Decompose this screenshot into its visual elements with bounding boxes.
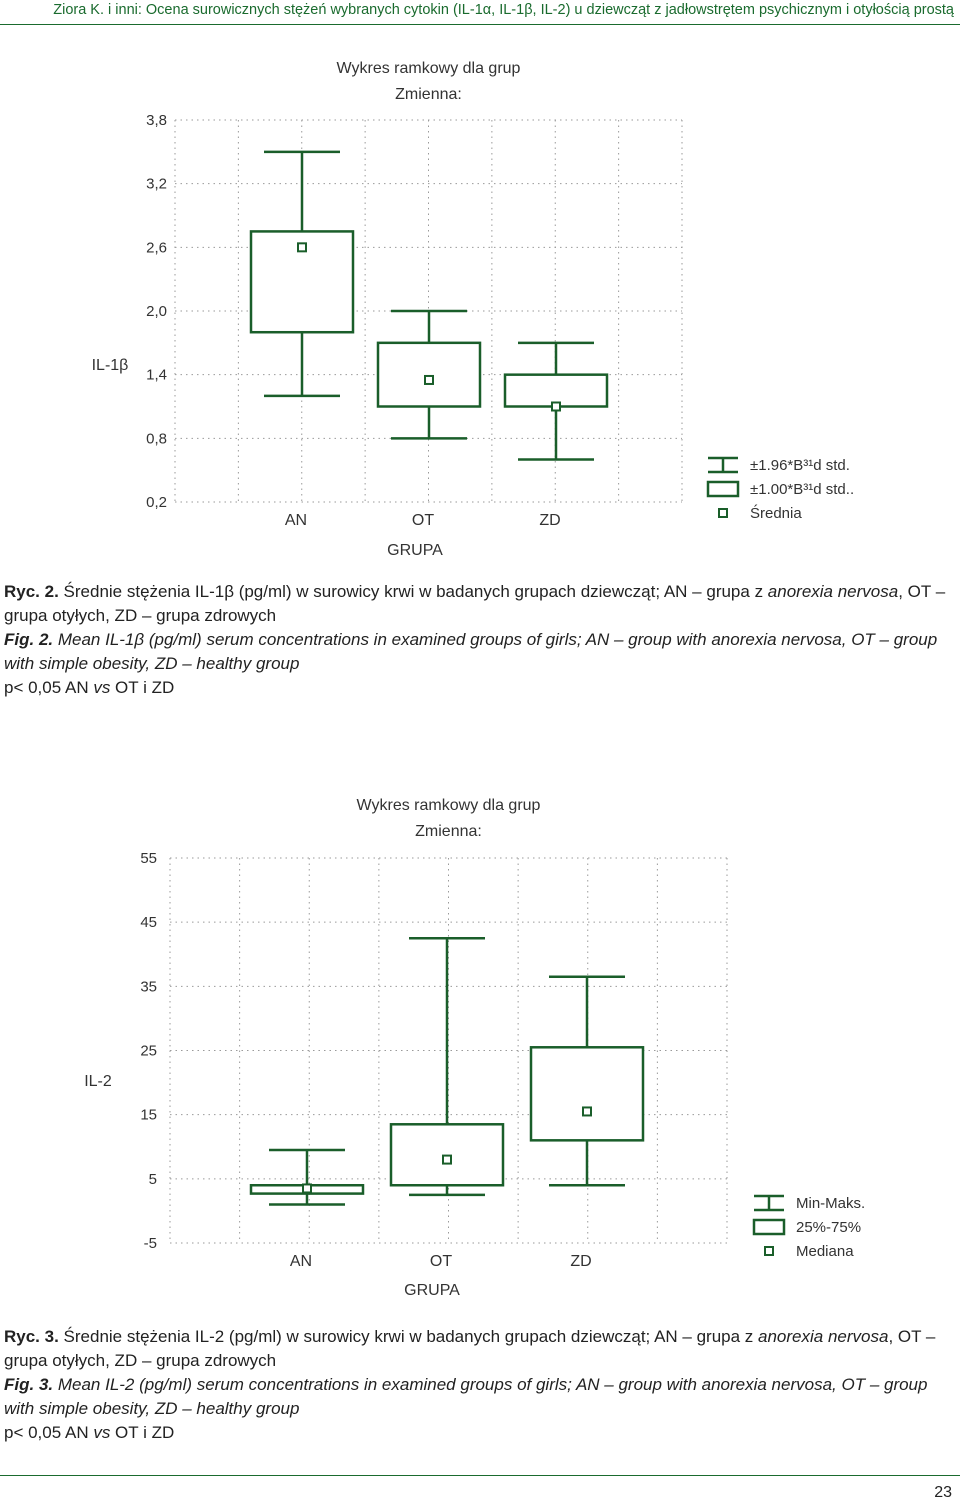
figure-3-label-en: Fig. 3. (4, 1375, 54, 1394)
y-tick-label: 0,8 (146, 430, 167, 448)
x-tick-label: ZD (539, 512, 561, 529)
caption-text: OT i ZD (110, 1423, 175, 1442)
figure-2-significance (4, 676, 956, 700)
figure-2-caption-pl (4, 580, 956, 628)
chart-subtitle: Zmienna: (415, 823, 482, 840)
caption-text: p< 0,05 AN (4, 678, 94, 697)
legend-label: Mediana (796, 1243, 854, 1260)
legend-box (754, 1220, 784, 1234)
chart-title: Wykres ramkowy dla grup (336, 60, 521, 77)
running-header (0, 0, 960, 22)
caption-text: OT i ZD (110, 678, 175, 697)
legend-label: ±1.00*B³¹d std.. (750, 481, 855, 498)
y-tick-label: 3,8 (146, 112, 167, 129)
caption-text: Średnie stężenia IL-1β (pg/ml) w surowicy krwi w badanych grupach dziewcząt; AN – grupa z (58, 582, 768, 601)
center-marker-ot (443, 1156, 451, 1164)
caption-italic: anorexia nervosa (767, 582, 899, 601)
il1b-boxplot (0, 40, 960, 600)
y-tick-label: -5 (143, 1235, 157, 1252)
x-tick-label: AN (284, 512, 308, 529)
caption-text: , OT – grupa otyłych, ZD – grupa zdrowych (4, 582, 946, 625)
caption-text: Mean IL-1β (pg/ml) serum concentrations in examined groups of girls; AN – group with anorexia nervosa, OT – group with simple obesity, ZD – healthy group (4, 630, 938, 673)
y-tick-label: 45 (140, 914, 157, 932)
y-tick-label: 35 (140, 978, 157, 996)
y-axis-label: IL-1β (91, 357, 129, 374)
figure-3-significance (4, 1421, 956, 1445)
chart-subtitle: Zmienna: (395, 86, 462, 103)
x-tick-label: OT (411, 512, 435, 529)
figure-2-caption (4, 580, 956, 700)
header-rule (0, 24, 960, 25)
footer-rule (0, 1475, 960, 1476)
caption-italic: anorexia nervosa (758, 1327, 889, 1346)
chart-title: Wykres ramkowy dla grup (356, 797, 541, 814)
y-tick-label: 15 (140, 1106, 157, 1124)
caption-text: , OT – grupa otyłych, ZD – grupa zdrowych (4, 1327, 936, 1370)
center-marker-zd (552, 403, 560, 411)
caption-text: p< 0,05 AN (4, 1423, 94, 1442)
caption-italic: vs (93, 1423, 111, 1442)
x-tick-label: OT (429, 1253, 453, 1270)
legend-label: ±1.96*B³¹d std. (750, 457, 850, 474)
figure-3-label-pl: Ryc. 3. (4, 1327, 59, 1346)
x-axis-label: GRUPA (404, 1282, 460, 1299)
figure-2-caption-en (4, 628, 956, 676)
box-zd (531, 1047, 643, 1140)
caption-italic: vs (93, 678, 111, 697)
figure-2-label-pl: Ryc. 2. (4, 582, 59, 601)
legend-marker (765, 1247, 773, 1255)
y-tick-label: 2,0 (146, 303, 167, 320)
y-tick-label: 25 (140, 1042, 157, 1060)
page-number: 23 (934, 1484, 952, 1501)
y-tick-label: 0,2 (146, 494, 167, 511)
figure-3-caption (4, 1325, 956, 1445)
legend-label: Średnia (750, 505, 802, 522)
legend-marker (719, 509, 727, 517)
y-tick-label: 5 (148, 1170, 157, 1188)
y-tick-label: 1,4 (146, 366, 167, 384)
y-axis-label: IL-2 (84, 1073, 112, 1090)
figure-3-caption-en (4, 1373, 956, 1421)
center-marker-ot (425, 376, 433, 384)
box-ot (378, 343, 480, 407)
center-marker-an (298, 243, 306, 251)
running-title: Ziora K. i inni: Ocena surowicznych stężeń wybranych cytokin (IL-1α, IL-1β, IL-2) u dziewcząt z jadłowstrętem psychicznym i otyłością prostą (53, 2, 954, 18)
y-tick-label: 55 (140, 850, 157, 867)
x-tick-label: ZD (570, 1253, 592, 1270)
legend-label: 25%-75% (796, 1219, 862, 1236)
x-tick-label: AN (289, 1253, 313, 1270)
caption-text: Mean IL-2 (pg/ml) serum concentrations in examined groups of girls; AN – group with anorexia nervosa, OT – group with simple obesity, ZD – healthy group (4, 1375, 928, 1418)
y-tick-label: 3,2 (146, 175, 167, 193)
x-axis-label: GRUPA (387, 542, 443, 559)
figure-3-caption-pl (4, 1325, 956, 1373)
center-marker-an (303, 1184, 311, 1192)
caption-text: Średnie stężenia IL-2 (pg/ml) w surowicy krwi w badanych grupach dziewcząt; AN – grupa z (58, 1327, 759, 1346)
center-marker-zd (583, 1107, 591, 1115)
figure-2-label-en: Fig. 2. (4, 630, 54, 649)
il2-boxplot (0, 790, 960, 1310)
legend-box (708, 482, 738, 496)
y-tick-label: 2,6 (146, 239, 167, 257)
legend-label: Min-Maks. (796, 1195, 866, 1212)
